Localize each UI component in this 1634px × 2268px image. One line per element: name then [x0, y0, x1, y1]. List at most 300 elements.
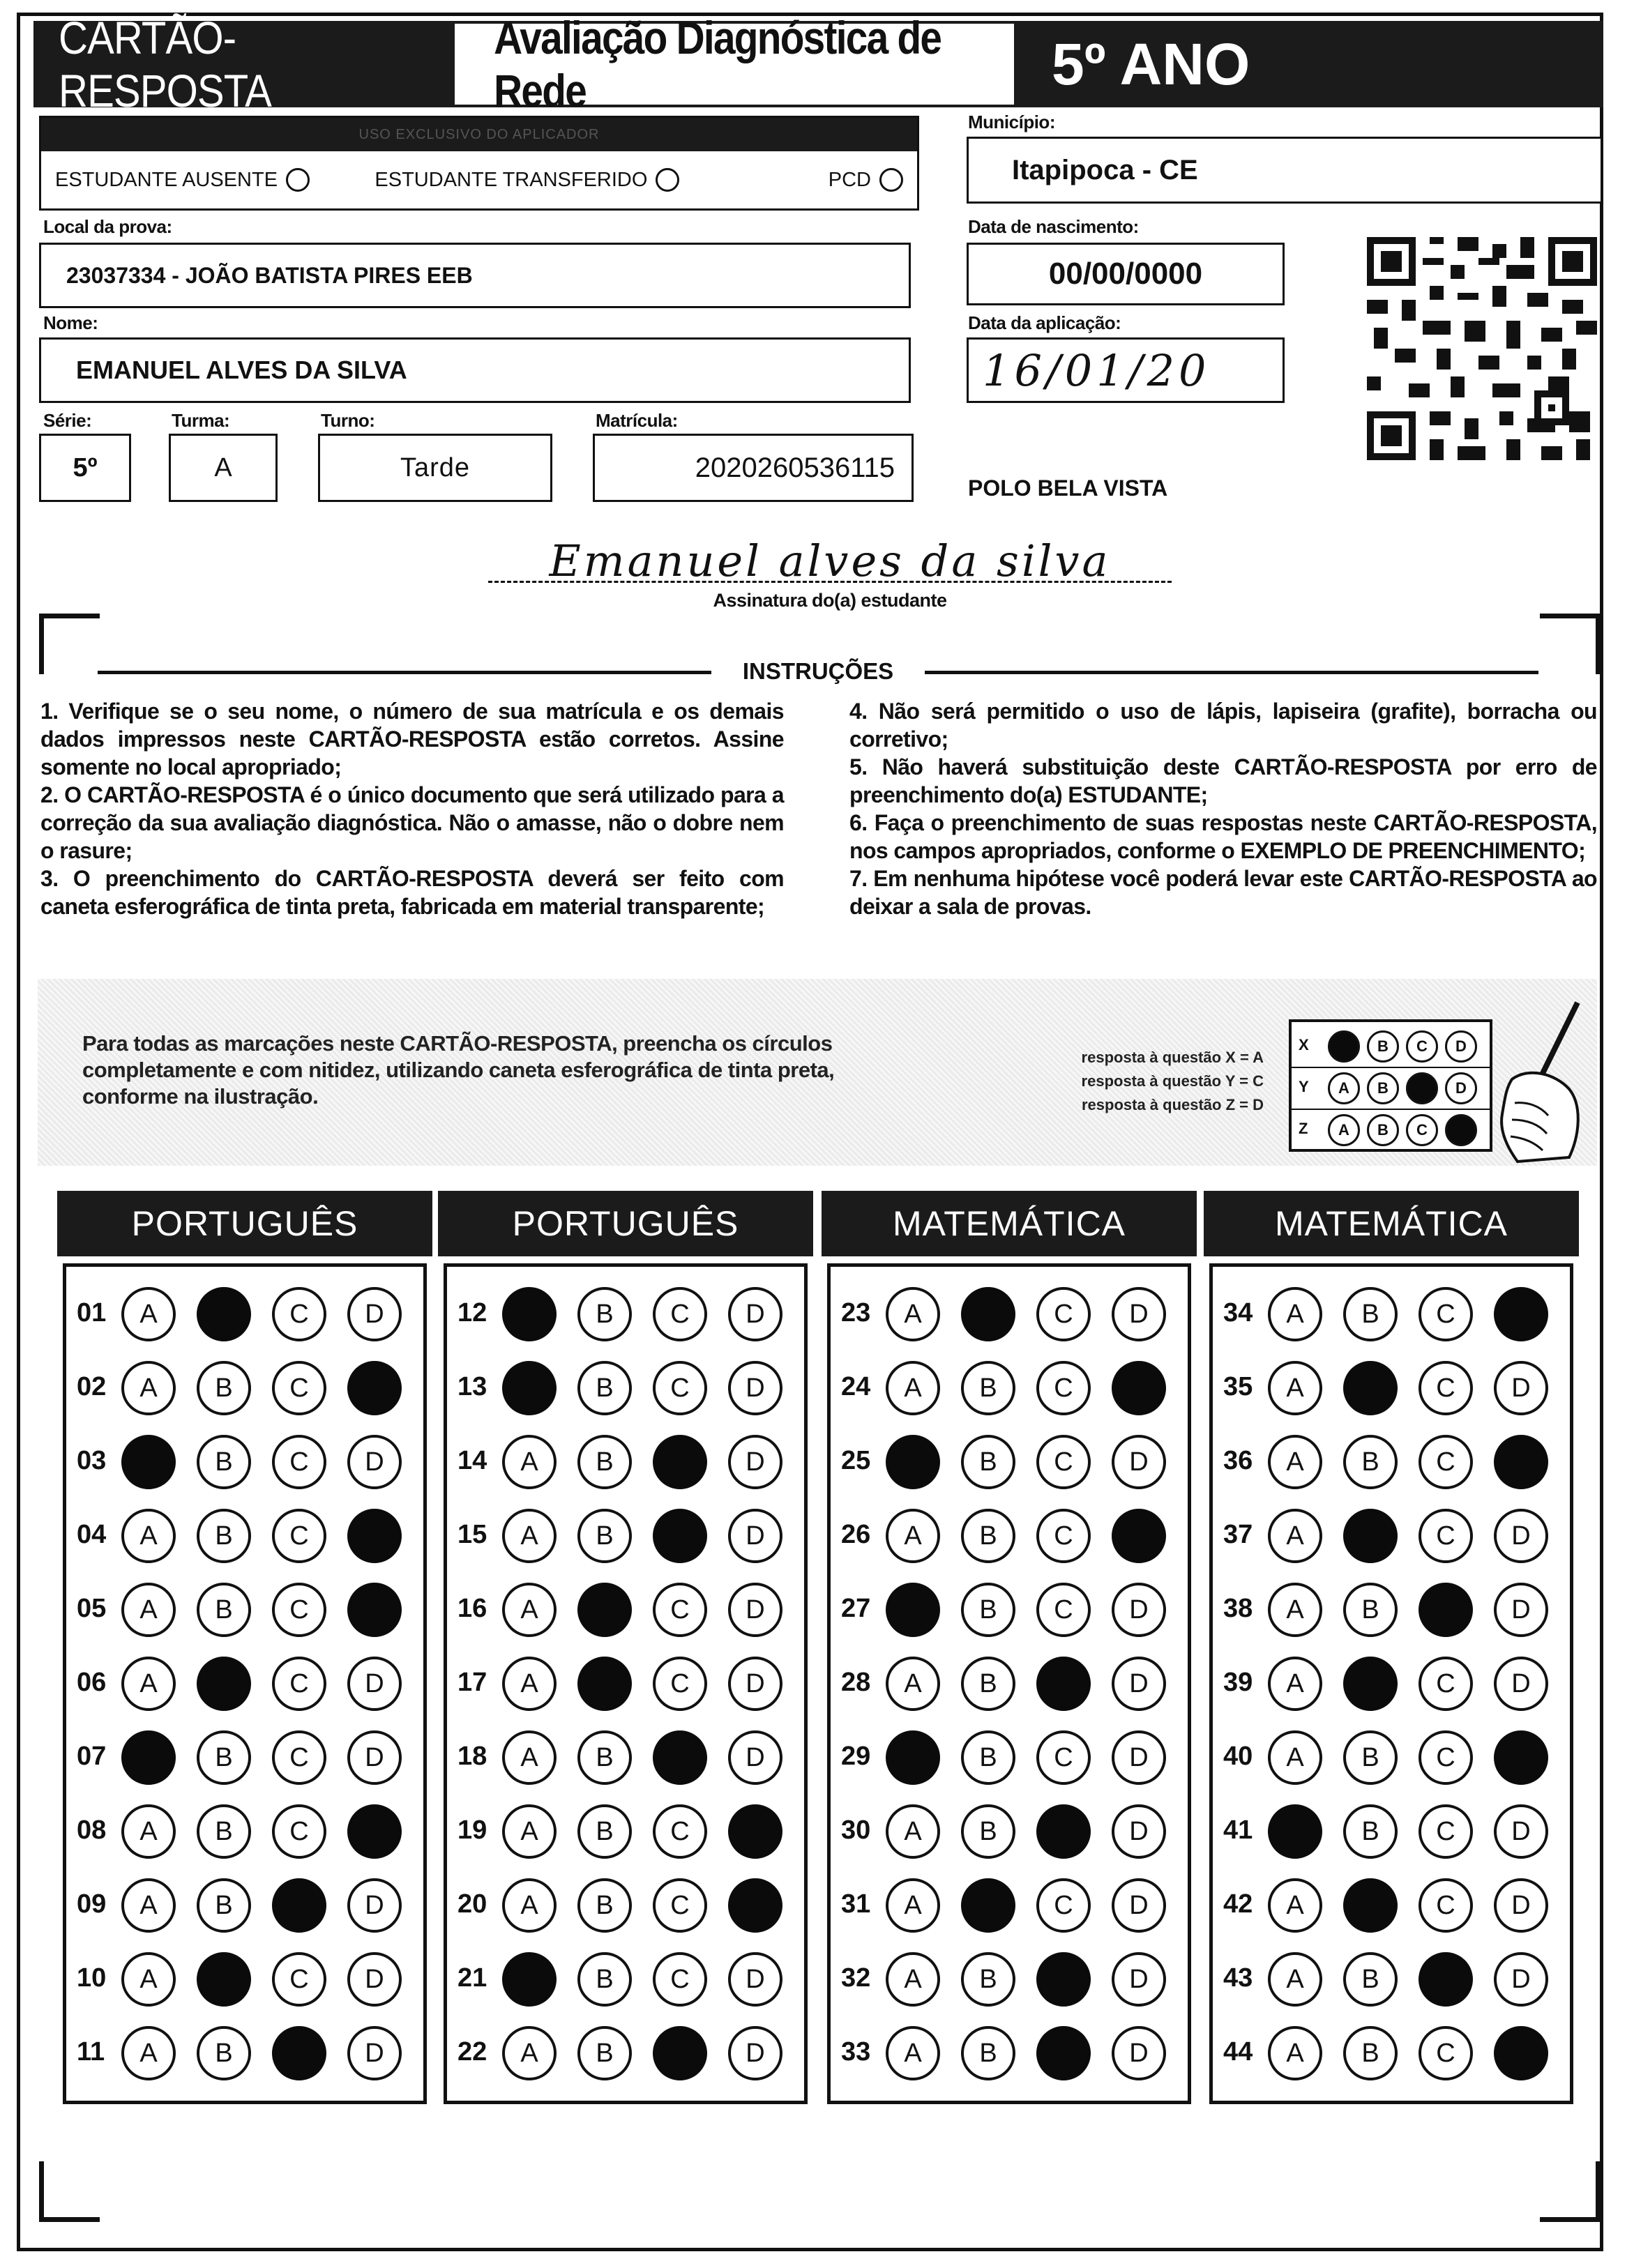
answer-bubble-q25-a[interactable] [886, 1435, 940, 1489]
question-number: 42 [1223, 1889, 1253, 1919]
answer-bubble-q41-c[interactable]: C [1419, 1804, 1473, 1859]
answer-bubble-q11-a[interactable]: A [121, 2026, 176, 2080]
answer-bubble-q24-c[interactable]: C [1036, 1361, 1091, 1415]
question-number: 16 [457, 1594, 487, 1623]
answer-bubble-q39-b[interactable] [1343, 1657, 1398, 1711]
question-number: 03 [77, 1446, 107, 1475]
signature[interactable]: Emanuel alves da silva [549, 535, 1111, 586]
answer-bubble-q30-b[interactable]: B [961, 1804, 1015, 1859]
example-row-label: X [1299, 1036, 1309, 1053]
answer-bubble-q11-c[interactable] [272, 2026, 326, 2080]
answer-bubble-q17-d[interactable]: D [728, 1657, 782, 1711]
local-label: Local da prova: [43, 216, 172, 237]
question-number: 09 [77, 1889, 107, 1919]
answer-bubble-q19-a[interactable]: A [502, 1804, 557, 1859]
answer-bubble-q31-c[interactable]: C [1036, 1878, 1091, 1933]
answer-bubble-q28-a[interactable]: A [886, 1657, 940, 1711]
answer-bubble-q25-d[interactable]: D [1112, 1435, 1166, 1489]
answer-bubble-q10-d[interactable]: D [347, 1952, 402, 2007]
answer-bubble-q32-b[interactable]: B [961, 1952, 1015, 2007]
answer-bubble-q36-d[interactable] [1494, 1435, 1548, 1489]
answer-bubble-q20-a[interactable]: A [502, 1878, 557, 1933]
aplicacao-label: Data da aplicação: [968, 312, 1121, 333]
answer-bubble-q06-a[interactable]: A [121, 1657, 176, 1711]
nome-value: EMANUEL ALVES DA SILVA [76, 356, 407, 384]
answer-bubble-q18-b[interactable]: B [577, 1730, 632, 1785]
question-number: 43 [1223, 1963, 1253, 1993]
answer-bubble-q43-c[interactable] [1419, 1952, 1473, 2007]
answer-bubble-q32-a[interactable]: A [886, 1952, 940, 2007]
answer-bubble-q25-c[interactable]: C [1036, 1435, 1091, 1489]
answer-bubble-q18-c[interactable] [653, 1730, 707, 1785]
answer-bubble-q37-c[interactable]: C [1419, 1509, 1473, 1563]
answer-bubble-q10-c[interactable]: C [272, 1952, 326, 2007]
subject-header-3: MATEMÁTICA [822, 1191, 1197, 1256]
question-number: 11 [77, 2037, 105, 2067]
answer-bubble-q15-c[interactable] [653, 1509, 707, 1563]
qr-code [1367, 237, 1597, 460]
answer-bubble-q20-b[interactable]: B [577, 1878, 632, 1933]
answer-bubble-q42-c[interactable]: C [1419, 1878, 1473, 1933]
example-bubble-y-c [1406, 1072, 1438, 1104]
status-box [39, 116, 919, 211]
answer-bubble-q15-b[interactable]: B [577, 1509, 632, 1563]
question-number: 07 [77, 1742, 107, 1771]
local-field [39, 243, 911, 308]
example-bubble-z-c: C [1406, 1114, 1438, 1146]
answer-bubble-q38-c[interactable] [1419, 1583, 1473, 1637]
answer-bubble-q24-b[interactable]: B [961, 1361, 1015, 1415]
answer-bubble-q20-c[interactable]: C [653, 1878, 707, 1933]
answer-bubble-q07-b[interactable]: B [197, 1730, 251, 1785]
answer-bubble-q16-c[interactable]: C [653, 1583, 707, 1637]
answer-bubble-q26-c[interactable]: C [1036, 1509, 1091, 1563]
answer-bubble-q29-c[interactable]: C [1036, 1730, 1091, 1785]
answer-bubble-q01-c[interactable]: C [272, 1287, 326, 1341]
answer-bubble-q39-c[interactable]: C [1419, 1657, 1473, 1711]
subject-header-1: PORTUGUÊS [57, 1191, 432, 1256]
example-bubble-z-a: A [1328, 1114, 1360, 1146]
answer-bubble-q42-b[interactable] [1343, 1878, 1398, 1933]
answer-bubble-q27-a[interactable] [886, 1583, 940, 1637]
answer-bubble-q13-d[interactable]: D [728, 1361, 782, 1415]
answer-bubble-q34-c[interactable]: C [1419, 1287, 1473, 1341]
instruction-3: 3. O preenchimento do CARTÃO-RESPOSTA deverá ser feito com caneta esferográfica de tinta preta, fabricada em material transparente; [40, 866, 784, 919]
answer-bubble-q30-a[interactable]: A [886, 1804, 940, 1859]
signature-line [488, 581, 1172, 583]
answer-bubble-q35-b[interactable] [1343, 1361, 1398, 1415]
nascimento-label: Data de nascimento: [968, 216, 1139, 237]
question-number: 19 [457, 1816, 487, 1845]
answer-bubble-q31-a[interactable]: A [886, 1878, 940, 1933]
example-bubble-x-d: D [1445, 1030, 1477, 1063]
answer-bubble-q01-a[interactable]: A [121, 1287, 176, 1341]
aplicacao-field[interactable] [967, 337, 1285, 403]
answer-bubble-q40-b[interactable]: B [1343, 1730, 1398, 1785]
answer-bubble-q02-c[interactable]: C [272, 1361, 326, 1415]
question-number: 23 [841, 1298, 871, 1327]
answer-bubble-q36-b[interactable]: B [1343, 1435, 1398, 1489]
absent-option[interactable] [55, 168, 310, 192]
answer-bubble-q34-a[interactable]: A [1268, 1287, 1322, 1341]
answer-bubble-q02-d[interactable] [347, 1361, 402, 1415]
answer-bubble-q23-a[interactable]: A [886, 1287, 940, 1341]
corner-mark-bl [39, 2161, 100, 2222]
answer-bubble-q27-b[interactable]: B [961, 1583, 1015, 1637]
answer-bubble-q02-b[interactable]: B [197, 1361, 251, 1415]
answer-bubble-q24-d[interactable] [1112, 1361, 1166, 1415]
question-number: 30 [841, 1816, 871, 1845]
matricula-field [593, 434, 914, 502]
answer-bubble-q30-d[interactable]: D [1112, 1804, 1166, 1859]
question-number: 17 [457, 1668, 487, 1697]
answer-bubble-q44-c[interactable]: C [1419, 2026, 1473, 2080]
question-number: 01 [77, 1298, 107, 1327]
answer-bubble-q38-d[interactable]: D [1494, 1583, 1548, 1637]
answer-bubble-q03-c[interactable]: C [272, 1435, 326, 1489]
question-number: 05 [77, 1594, 107, 1623]
answer-bubble-q40-c[interactable]: C [1419, 1730, 1473, 1785]
answer-bubble-q09-d[interactable]: D [347, 1878, 402, 1933]
serie-value: 5º [73, 452, 98, 482]
answer-bubble-q16-a[interactable]: A [502, 1583, 557, 1637]
answer-bubble-q04-a[interactable]: A [121, 1509, 176, 1563]
answer-bubble-q17-c[interactable]: C [653, 1657, 707, 1711]
answer-bubble-q05-a[interactable]: A [121, 1583, 176, 1637]
header-right [1017, 21, 1603, 107]
subject-header-2: PORTUGUÊS [438, 1191, 813, 1256]
instruction-5: 5. Não haverá substituição deste CARTÃO-RESPOSTA por erro de preenchimento do(a) ESTUDANTE; [849, 754, 1597, 807]
answer-bubble-q24-a[interactable]: A [886, 1361, 940, 1415]
answer-bubble-q29-b[interactable]: B [961, 1730, 1015, 1785]
answer-bubble-q37-d[interactable]: D [1494, 1509, 1548, 1563]
answer-bubble-q33-d[interactable]: D [1112, 2026, 1166, 2080]
header-title-center: Avaliação Diagnóstica de Rede [494, 12, 941, 116]
answer-bubble-q11-d[interactable]: D [347, 2026, 402, 2080]
pcd-option[interactable] [829, 168, 903, 192]
answer-bubble-q17-a[interactable]: A [502, 1657, 557, 1711]
answer-bubble-q04-b[interactable]: B [197, 1509, 251, 1563]
question-number: 08 [77, 1816, 107, 1845]
polo-label: POLO BELA VISTA [968, 475, 1168, 501]
header-center [452, 12, 1017, 116]
answer-bubble-q14-c[interactable] [653, 1435, 707, 1489]
answer-bubble-q39-d[interactable]: D [1494, 1657, 1548, 1711]
question-number: 39 [1223, 1668, 1253, 1697]
example-row-label: Y [1299, 1078, 1309, 1095]
answer-bubble-q27-c[interactable]: C [1036, 1583, 1091, 1637]
answer-bubble-q08-d[interactable] [347, 1804, 402, 1859]
answer-bubble-q26-a[interactable]: A [886, 1509, 940, 1563]
question-number: 38 [1223, 1594, 1253, 1623]
answer-bubble-q41-b[interactable]: B [1343, 1804, 1398, 1859]
serie-label: Série: [43, 410, 92, 431]
answer-bubble-q09-c[interactable] [272, 1878, 326, 1933]
answer-bubble-q31-d[interactable]: D [1112, 1878, 1166, 1933]
answer-bubble-q21-c[interactable]: C [653, 1952, 707, 2007]
corner-mark-tr [1540, 614, 1601, 674]
local-value: 23037334 - JOÃO BATISTA PIRES EEB [66, 262, 473, 288]
answer-bubble-q12-d[interactable]: D [728, 1287, 782, 1341]
answer-bubble-q19-d[interactable] [728, 1804, 782, 1859]
answer-bubble-q19-c[interactable]: C [653, 1804, 707, 1859]
answer-bubble-q40-d[interactable] [1494, 1730, 1548, 1785]
answer-bubble-q17-b[interactable] [577, 1657, 632, 1711]
answer-bubble-q01-b[interactable] [197, 1287, 251, 1341]
answer-bubble-q43-a[interactable]: A [1268, 1952, 1322, 2007]
answer-bubble-q08-c[interactable]: C [272, 1804, 326, 1859]
question-number: 40 [1223, 1742, 1253, 1771]
answer-bubble-q41-d[interactable]: D [1494, 1804, 1548, 1859]
answer-bubble-q05-c[interactable]: C [272, 1583, 326, 1637]
question-number: 26 [841, 1520, 871, 1549]
transferred-circle[interactable] [656, 168, 679, 192]
answer-bubble-q30-c[interactable] [1036, 1804, 1091, 1859]
answer-bubble-q22-c[interactable] [653, 2026, 707, 2080]
answer-bubble-q10-a[interactable]: A [121, 1952, 176, 2007]
answer-bubble-q28-d[interactable]: D [1112, 1657, 1166, 1711]
question-number: 14 [457, 1446, 487, 1475]
example-bubble-x-a [1328, 1030, 1360, 1063]
answer-bubble-q13-c[interactable]: C [653, 1361, 707, 1415]
question-number: 44 [1223, 2037, 1253, 2067]
question-number: 18 [457, 1742, 487, 1771]
instructions-rule-left [98, 671, 711, 674]
answer-bubble-q18-a[interactable]: A [502, 1730, 557, 1785]
answer-bubble-q08-a[interactable]: A [121, 1804, 176, 1859]
answer-bubble-q21-b[interactable]: B [577, 1952, 632, 2007]
answer-bubble-q09-b[interactable]: B [197, 1878, 251, 1933]
question-number: 10 [77, 1963, 107, 1993]
answer-bubble-q40-a[interactable]: A [1268, 1730, 1322, 1785]
answer-bubble-q35-c[interactable]: C [1419, 1361, 1473, 1415]
instructions-left [40, 697, 784, 920]
status-bar: USO EXCLUSIVO DO APLICADOR [41, 118, 917, 151]
answer-bubble-q01-d[interactable]: D [347, 1287, 402, 1341]
answer-bubble-q34-d[interactable] [1494, 1287, 1548, 1341]
question-number: 13 [457, 1372, 487, 1401]
example-legend [976, 1046, 1264, 1117]
answer-bubble-q05-b[interactable]: B [197, 1583, 251, 1637]
instructions-title: INSTRUÇÕES [742, 658, 894, 684]
answer-bubble-q06-d[interactable]: D [347, 1657, 402, 1711]
answer-bubble-q13-b[interactable]: B [577, 1361, 632, 1415]
matricula-value: 2020260536115 [695, 452, 895, 483]
instruction-7: 7. Em nenhuma hipótese você poderá levar este CARTÃO-RESPOSTA ao deixar a sala de provas. [849, 866, 1597, 919]
answer-bubble-q02-a[interactable]: A [121, 1361, 176, 1415]
municipio-value: Itapipoca - CE [1012, 154, 1198, 185]
pcd-circle[interactable] [879, 168, 903, 192]
answer-bubble-q09-a[interactable]: A [121, 1878, 176, 1933]
answer-bubble-q23-b[interactable] [961, 1287, 1015, 1341]
subject-header-4: MATEMÁTICA [1204, 1191, 1579, 1256]
answer-bubble-q12-a[interactable] [502, 1287, 557, 1341]
header-title-left: CARTÃO-RESPOSTA [59, 12, 271, 116]
instructions-rule-right [925, 671, 1538, 674]
answer-bubble-q39-a[interactable]: A [1268, 1657, 1322, 1711]
answer-bubble-q26-b[interactable]: B [961, 1509, 1015, 1563]
answer-bubble-q10-b[interactable] [197, 1952, 251, 2007]
answer-bubble-q07-c[interactable]: C [272, 1730, 326, 1785]
answer-bubble-q06-c[interactable]: C [272, 1657, 326, 1711]
absent-label: ESTUDANTE AUSENTE [55, 168, 278, 191]
question-number: 33 [841, 2037, 871, 2067]
answer-bubble-q31-b[interactable] [961, 1878, 1015, 1933]
absent-circle[interactable] [286, 168, 310, 192]
question-number: 35 [1223, 1372, 1253, 1401]
answer-bubble-q29-d[interactable]: D [1112, 1730, 1166, 1785]
answer-bubble-q03-b[interactable]: B [197, 1435, 251, 1489]
answer-bubble-q32-d[interactable]: D [1112, 1952, 1166, 2007]
municipio-field [967, 137, 1603, 204]
answer-bubble-q21-a[interactable] [502, 1952, 557, 2007]
answer-bubble-q38-b[interactable]: B [1343, 1583, 1398, 1637]
matricula-label: Matrícula: [596, 410, 678, 431]
corner-mark-tl [39, 614, 100, 674]
question-number: 15 [457, 1520, 487, 1549]
answer-bubble-q05-d[interactable] [347, 1583, 402, 1637]
question-number: 25 [841, 1446, 871, 1475]
example-text: Para todas as marcações neste CARTÃO-RESPOSTA, preencha os círculos completamente e com nitidez, utilizando caneta esferográfica de tinta preta, conforme na ilustração. [82, 1031, 835, 1109]
answer-bubble-q08-b[interactable]: B [197, 1804, 251, 1859]
example-bubble-x-c: C [1406, 1030, 1438, 1063]
answer-bubble-q23-c[interactable]: C [1036, 1287, 1091, 1341]
question-number: 37 [1223, 1520, 1253, 1549]
answer-bubble-q16-d[interactable]: D [728, 1583, 782, 1637]
answer-bubble-q28-c[interactable] [1036, 1657, 1091, 1711]
question-number: 29 [841, 1742, 871, 1771]
answer-bubble-q33-b[interactable]: B [961, 2026, 1015, 2080]
question-number: 21 [457, 1963, 487, 1993]
hand-pen-icon [1451, 997, 1590, 1164]
example-bubble-y-a: A [1328, 1072, 1360, 1104]
header-left [33, 12, 452, 116]
answer-bubble-q21-d[interactable]: D [728, 1952, 782, 2007]
question-number: 12 [457, 1298, 487, 1327]
question-number: 36 [1223, 1446, 1253, 1475]
answer-bubble-q34-b[interactable]: B [1343, 1287, 1398, 1341]
answer-bubble-q07-d[interactable]: D [347, 1730, 402, 1785]
answer-bubble-q04-c[interactable]: C [272, 1509, 326, 1563]
instruction-2: 2. O CARTÃO-RESPOSTA é o único documento que será utilizado para a correção da sua avaliação diagnóstica. Não o amasse, não o dobre nem o rasure; [40, 782, 784, 863]
answer-bubble-q43-d[interactable]: D [1494, 1952, 1548, 2007]
answer-bubble-q04-d[interactable] [347, 1509, 402, 1563]
serie-field [39, 434, 131, 502]
answer-bubble-q14-a[interactable]: A [502, 1435, 557, 1489]
example-legend-y: resposta à questão Y = C [1081, 1072, 1264, 1090]
question-number: 20 [457, 1889, 487, 1919]
nome-field [39, 337, 911, 403]
answer-bubble-q22-b[interactable]: B [577, 2026, 632, 2080]
answer-bubble-q25-b[interactable]: B [961, 1435, 1015, 1489]
answer-bubble-q13-a[interactable] [502, 1361, 557, 1415]
instruction-1: 1. Verifique se o seu nome, o número de sua matrícula e os demais dados impressos neste CARTÃO-RESPOSTA estão corretos. Assine somente no local apropriado; [40, 699, 784, 779]
answer-bubble-q11-b[interactable]: B [197, 2026, 251, 2080]
nome-label: Nome: [43, 312, 98, 333]
answer-bubble-q33-a[interactable]: A [886, 2026, 940, 2080]
question-number: 22 [457, 2037, 487, 2067]
answer-bubble-q43-b[interactable]: B [1343, 1952, 1398, 2007]
question-number: 41 [1223, 1816, 1253, 1845]
answer-bubble-q44-a[interactable]: A [1268, 2026, 1322, 2080]
answer-bubble-q36-a[interactable]: A [1268, 1435, 1322, 1489]
answer-bubble-q22-a[interactable]: A [502, 2026, 557, 2080]
nascimento-field [967, 243, 1285, 305]
question-number: 28 [841, 1668, 871, 1697]
answer-bubble-q42-d[interactable]: D [1494, 1878, 1548, 1933]
turma-field [169, 434, 278, 502]
answer-bubble-q22-d[interactable]: D [728, 2026, 782, 2080]
answer-bubble-q18-d[interactable]: D [728, 1730, 782, 1785]
answer-bubble-q07-a[interactable] [121, 1730, 176, 1785]
answer-bubble-q14-b[interactable]: B [577, 1435, 632, 1489]
answer-bubble-q37-a[interactable]: A [1268, 1509, 1322, 1563]
answer-bubble-q35-a[interactable]: A [1268, 1361, 1322, 1415]
example-row-label: Z [1299, 1120, 1308, 1137]
example-bubble-z-b: B [1367, 1114, 1399, 1146]
turno-label: Turno: [321, 410, 375, 431]
instruction-6: 6. Faça o preenchimento de suas respostas neste CARTÃO-RESPOSTA, nos campos apropriados, conforme o EXEMPLO DE PREENCHIMENTO; [849, 810, 1597, 863]
example-legend-x: resposta à questão X = A [1081, 1049, 1264, 1066]
turno-field [318, 434, 552, 502]
answer-bubble-q06-b[interactable] [197, 1657, 251, 1711]
aplicacao-handwritten: 16/01/20 [983, 344, 1211, 396]
answer-bubble-q36-c[interactable]: C [1419, 1435, 1473, 1489]
answer-bubble-q28-b[interactable]: B [961, 1657, 1015, 1711]
question-number: 32 [841, 1963, 871, 1993]
nascimento-value: 00/00/0000 [1048, 257, 1203, 291]
instructions-right [849, 697, 1597, 920]
answer-bubble-q32-c[interactable] [1036, 1952, 1091, 2007]
answer-bubble-q03-d[interactable]: D [347, 1435, 402, 1489]
question-number: 02 [77, 1372, 107, 1401]
answer-bubble-q35-d[interactable]: D [1494, 1361, 1548, 1415]
answer-bubble-q37-b[interactable] [1343, 1509, 1398, 1563]
question-number: 24 [841, 1372, 871, 1401]
answer-bubble-q12-b[interactable]: B [577, 1287, 632, 1341]
answer-bubble-q19-b[interactable]: B [577, 1804, 632, 1859]
answer-bubble-q15-d[interactable]: D [728, 1509, 782, 1563]
corner-mark-br [1540, 2161, 1601, 2222]
transferred-option[interactable] [375, 168, 679, 192]
answer-bubble-q29-a[interactable] [886, 1730, 940, 1785]
answer-bubble-q42-a[interactable]: A [1268, 1878, 1322, 1933]
example-bubble-y-b: B [1367, 1072, 1399, 1104]
answer-bubble-q26-d[interactable] [1112, 1509, 1166, 1563]
question-number: 27 [841, 1594, 871, 1623]
answer-bubble-q20-d[interactable] [728, 1878, 782, 1933]
turma-label: Turma: [172, 410, 230, 431]
answer-bubble-q03-a[interactable] [121, 1435, 176, 1489]
instruction-4: 4. Não será permitido o uso de lápis, lapiseira (grafite), borracha ou corretivo; [849, 699, 1597, 752]
answer-bubble-q23-d[interactable]: D [1112, 1287, 1166, 1341]
turno-value: Tarde [400, 452, 471, 482]
answer-bubble-q44-d[interactable] [1494, 2026, 1548, 2080]
grade-label: 5º ANO [1052, 31, 1250, 97]
answer-bubble-q12-c[interactable]: C [653, 1287, 707, 1341]
municipio-label: Município: [968, 112, 1055, 132]
answer-bubble-q15-a[interactable]: A [502, 1509, 557, 1563]
answer-bubble-q38-a[interactable]: A [1268, 1583, 1322, 1637]
answer-bubble-q44-b[interactable]: B [1343, 2026, 1398, 2080]
answer-bubble-q33-c[interactable] [1036, 2026, 1091, 2080]
signature-label: Assinatura do(a) estudante [713, 590, 947, 611]
answer-bubble-q27-d[interactable]: D [1112, 1583, 1166, 1637]
answer-bubble-q16-b[interactable] [577, 1583, 632, 1637]
answer-bubble-q14-d[interactable]: D [728, 1435, 782, 1489]
question-number: 31 [841, 1889, 871, 1919]
answer-bubble-q41-a[interactable] [1268, 1804, 1322, 1859]
